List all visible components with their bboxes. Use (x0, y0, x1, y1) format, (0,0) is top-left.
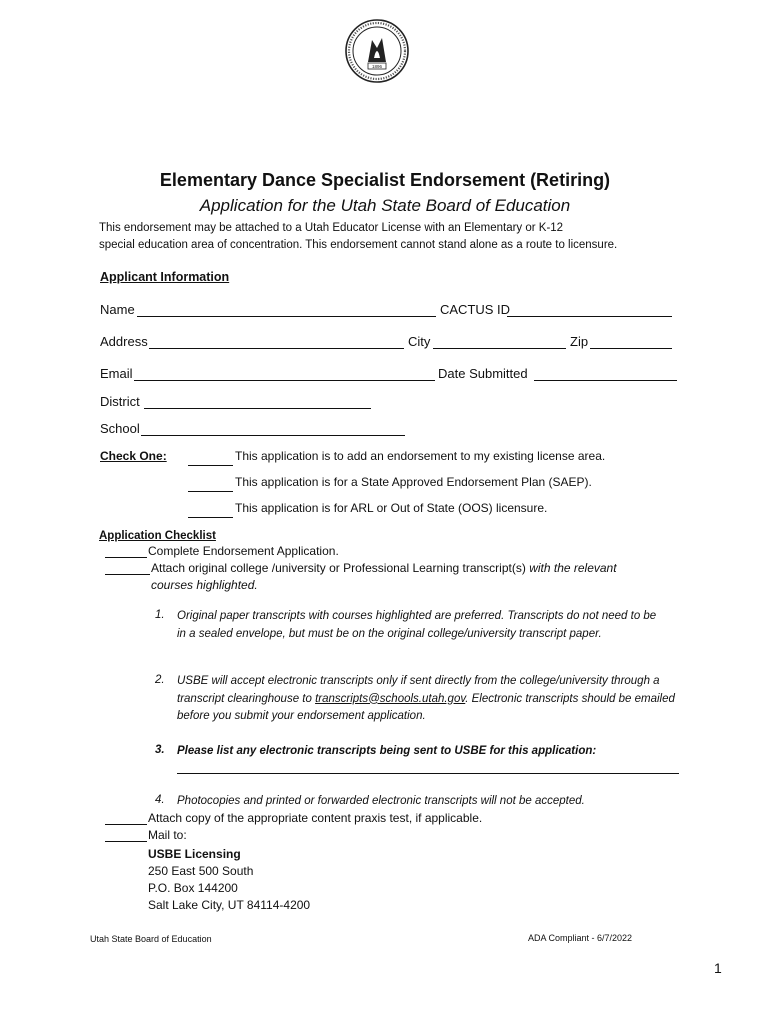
city-label: City (408, 334, 431, 349)
cactus-id-field[interactable] (507, 316, 672, 317)
note-2-text-after: . Electronic transcripts should be emailed before you submit your endorsement application. (177, 692, 675, 722)
mailing-address (148, 846, 310, 914)
cactus-id-label: CACTUS ID (440, 302, 511, 317)
district-field[interactable] (144, 408, 371, 409)
note-3-text: Please list any electronic transcripts being sent to USBE for this application: (177, 745, 597, 757)
note-4-number: 4. (155, 794, 165, 806)
city-field[interactable] (433, 348, 566, 349)
note-3-number: 3. (155, 744, 165, 756)
name-label: Name (100, 302, 135, 317)
date-submitted-label: Date Submitted (438, 366, 528, 381)
checklist-item-3-blank[interactable] (105, 824, 147, 825)
page-subtitle: Application for the Utah State Board of Education (199, 196, 571, 215)
note-2-number: 2. (155, 674, 165, 686)
check-option-3: This application is for ARL or Out of State (OOS) licensure. (235, 501, 548, 515)
checklist-item-4: Mail to: (148, 828, 187, 842)
footer-right: ADA Compliant - 6/7/2022 (528, 933, 633, 943)
zip-label: Zip (570, 334, 589, 349)
checklist-item-2-italic: with the relevant (529, 561, 617, 575)
page-title: Elementary Dance Specialist Endorsement (Retiring) (159, 170, 611, 190)
name-field[interactable] (137, 316, 436, 317)
intro-line-2: special education area of concentration. This endorsement cannot stand alone as a route to licensure. (99, 239, 618, 251)
transcripts-email-link[interactable]: transcripts@schools.utah.gov (315, 692, 466, 705)
intro-line-1: This endorsement may be attached to a Utah Educator License with an Elementary or K-12 (99, 222, 564, 234)
check-option-2: This application is for a State Approved Endorsement Plan (SAEP). (235, 475, 592, 489)
date-submitted-field[interactable] (534, 380, 677, 381)
check-one-label: Check One: (100, 449, 167, 463)
mailing-street: 250 East 500 South (148, 864, 254, 878)
district-label: District (100, 394, 140, 409)
address-field[interactable] (149, 348, 404, 349)
checklist-item-1-blank[interactable] (105, 557, 147, 558)
zip-field[interactable] (590, 348, 672, 349)
checklist-item-1: Complete Endorsement Application. (148, 544, 339, 558)
note-4-text: Photocopies and printed or forwarded electronic transcripts will not be accepted. (177, 795, 585, 807)
seal-year: 1896 (371, 64, 383, 69)
mailing-city: Salt Lake City, UT 84114-4200 (148, 898, 311, 912)
note-2-text-before: USBE will accept electronic transcripts only if sent directly from the college/university through a transcript clearinghouse to (177, 675, 660, 705)
school-label: School (100, 421, 140, 436)
checklist-item-3: Attach copy of the appropriate content praxis test, if applicable. (148, 811, 483, 825)
check-option-1: This application is to add an endorsement to my existing license area. (235, 449, 606, 463)
state-board-seal (344, 18, 410, 84)
email-label: Email (100, 366, 133, 381)
footer-left: Utah State Board of Education (90, 934, 212, 944)
electronic-transcripts-field[interactable] (177, 773, 679, 774)
school-field[interactable] (141, 435, 405, 436)
checklist-item-2-cont: courses highlighted. (151, 578, 258, 592)
mailing-org: USBE Licensing (148, 847, 241, 861)
note-1-text: Original paper transcripts with courses highlighted are preferred. Transcripts do not need to be in a sealed envelope, but must be on the original college/university transcript paper. (177, 610, 657, 640)
checklist-item-4-blank[interactable] (105, 841, 147, 842)
note-1-number: 1. (155, 609, 165, 621)
checklist-item-2 (151, 561, 617, 575)
checklist-item-2-text: Attach original college /university or Professional Learning transcript(s) (151, 561, 530, 575)
address-label: Address (100, 334, 148, 349)
checklist-item-2-blank[interactable] (105, 574, 150, 575)
check-option-2-blank[interactable] (188, 491, 233, 492)
intro-text (99, 220, 617, 254)
note-2-text (177, 673, 682, 726)
email-field[interactable] (134, 380, 435, 381)
check-option-3-blank[interactable] (188, 517, 233, 518)
page-number: 1 (714, 960, 722, 976)
mailing-pobox: P.O. Box 144200 (148, 881, 238, 895)
checklist-heading: Application Checklist (99, 530, 216, 542)
applicant-heading: Applicant Information (100, 270, 230, 284)
check-option-1-blank[interactable] (188, 465, 233, 466)
